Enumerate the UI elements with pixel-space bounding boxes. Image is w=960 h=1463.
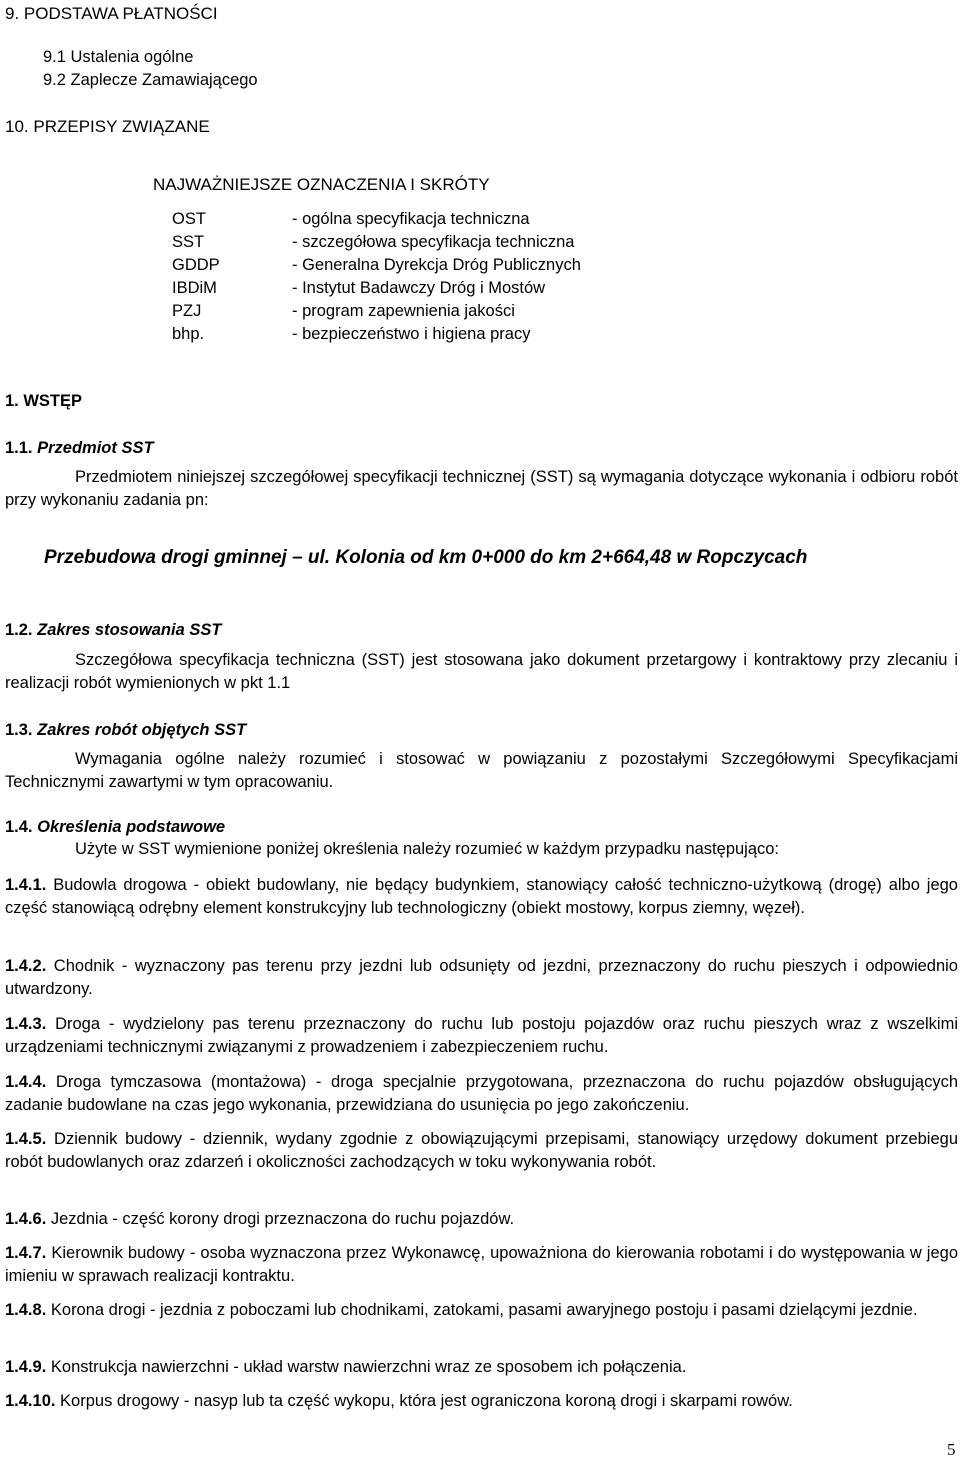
toc-section-9-1: 9.1 Ustalenia ogólne <box>43 48 194 66</box>
subsection-number: 1.3. <box>5 721 33 739</box>
subsection-1-1-heading <box>5 439 154 458</box>
section-1-heading: 1. WSTĘP <box>5 392 83 410</box>
definition-item <box>5 1208 958 1231</box>
definition-number: 1.4.5. <box>5 1130 47 1148</box>
abbreviation-code: IBDiM <box>172 279 217 297</box>
abbreviations-title: NAJWAŻNIEJSZE OZNACZENIA I SKRÓTY <box>153 175 490 194</box>
definition-item <box>5 1356 958 1379</box>
abbreviation-code: SST <box>172 233 205 251</box>
subsection-1-4-intro: Użyte w SST wymienione poniżej określenia należy rozumieć w każdym przypadku następująco: <box>75 840 780 858</box>
subsection-1-1-text: Przedmiotem niniejszej szczegółowej specyfikacji technicznej (SST) są wymagania dotyczące wykonania i odbioru robót przy wykonaniu zadania pn: <box>5 468 958 509</box>
project-title: Przebudowa drogi gminnej – ul. Kolonia od km 0+000 do km 2+664,48 w Ropczycach <box>44 547 808 568</box>
toc-section-9: 9. PODSTAWA PŁATNOŚCI <box>5 4 218 23</box>
subsection-title: Zakres stosowania SST <box>37 621 222 639</box>
definition-text: Jezdnia - część korony drogi przeznaczona do ruchu pojazdów. <box>46 1210 515 1228</box>
page-number: 5 <box>947 1440 956 1459</box>
definition-item <box>5 874 958 920</box>
abbreviation-description: - Generalna Dyrekcja Dróg Publicznych <box>292 256 581 274</box>
subsection-title: Zakres robót objętych SST <box>37 721 247 739</box>
definition-number: 1.4.6. <box>5 1210 47 1228</box>
definition-item <box>5 955 958 1001</box>
definition-text: Budowla drogowa - obiekt budowlany, nie będący budynkiem, stanowiący całość techniczno-użytkową (drogę) albo jego część stanowiącą odrębny element konstrukcyjny lub technologiczny (obiekt mostowy, korpus ziemny, węzeł). <box>5 876 958 917</box>
definition-text: Korpus drogowy - nasyp lub ta część wykopu, która jest ograniczona koroną drogi i skarpami rowów. <box>55 1392 793 1410</box>
toc-section-9-2: 9.2 Zaplecze Zamawiającego <box>43 71 258 89</box>
definition-number: 1.4.10. <box>5 1392 56 1410</box>
toc-section-10: 10. PRZEPISY ZWIĄZANE <box>5 117 210 136</box>
subsection-number: 1.1. <box>5 439 33 457</box>
abbreviation-code: PZJ <box>172 302 202 320</box>
definition-item <box>5 1390 958 1413</box>
abbreviation-description: - bezpieczeństwo i higiena pracy <box>292 325 531 343</box>
subsection-1-3-text: Wymagania ogólne należy rozumieć i stosować w powiązaniu z pozostałymi Szczegółowymi Specyfikacjami Technicznymi zawartymi w tym opracowaniu. <box>5 750 958 791</box>
definition-item <box>5 1071 958 1117</box>
definition-text: Chodnik - wyznaczony pas terenu przy jezdni lub odsunięty od jezdni, przeznaczony do ruchu pieszych i odpowiednio utwardzony. <box>5 957 958 998</box>
abbreviation-description: - Instytut Badawczy Dróg i Mostów <box>292 279 546 297</box>
subsection-number: 1.4. <box>5 818 33 836</box>
definition-number: 1.4.9. <box>5 1358 47 1376</box>
definition-item <box>5 1242 958 1288</box>
subsection-1-3-heading <box>5 721 246 740</box>
definition-text: Kierownik budowy - osoba wyznaczona przez Wykonawcę, upoważniona do kierowania robotami i do występowania w jego imieniu w sprawach realizacji kontraktu. <box>5 1244 958 1285</box>
abbreviation-code: OST <box>172 210 206 228</box>
definition-item <box>5 1128 958 1174</box>
definition-number: 1.4.7. <box>5 1244 47 1262</box>
abbreviation-description: - ogólna specyfikacja techniczna <box>292 210 530 228</box>
subsection-title: Określenia podstawowe <box>37 818 226 836</box>
definition-number: 1.4.1. <box>5 876 47 894</box>
definition-text: Droga - wydzielony pas terenu przeznaczony do ruchu lub postoju pojazdów oraz ruchu pieszych wraz z wszelkimi urządzeniami technicznymi związanymi z prowadzeniem i zabezpieczeniem ruchu. <box>5 1015 958 1056</box>
definition-text: Korona drogi - jezdnia z poboczami lub chodnikami, zatokami, pasami awaryjnego postoju i pasami dzielącymi jezdnie. <box>46 1301 918 1319</box>
subsection-number: 1.2. <box>5 621 33 639</box>
abbreviation-code: bhp. <box>172 325 205 343</box>
definition-item <box>5 1013 958 1059</box>
definition-text: Droga tymczasowa (montażowa) - droga specjalnie przygotowana, przeznaczona do ruchu pojazdów obsługujących zadanie budowlane na czas jego wykonania, przewidziana do usunięcia po jego zakończeniu. <box>5 1073 958 1114</box>
definition-text: Dziennik budowy - dziennik, wydany zgodnie z obowiązującymi przepisami, stanowiący urzędowy dokument przebiegu robót budowlanych oraz zdarzeń i okoliczności zachodzących w toku wykonywania robót. <box>5 1130 958 1171</box>
subsection-title: Przedmiot SST <box>37 439 154 457</box>
definition-item <box>5 1299 958 1322</box>
abbreviation-description: - program zapewnienia jakości <box>292 302 515 320</box>
definition-number: 1.4.4. <box>5 1073 47 1091</box>
definition-text: Konstrukcja nawierzchni - układ warstw nawierzchni wraz ze sposobem ich połączenia. <box>46 1358 687 1376</box>
subsection-1-2-text: Szczegółowa specyfikacja techniczna (SST) jest stosowana jako dokument przetargowy i kontraktowy przy zlecaniu i realizacji robót wymienionych w pkt 1.1 <box>5 651 958 692</box>
subsection-1-2-heading <box>5 621 221 640</box>
abbreviation-description: - szczegółowa specyfikacja techniczna <box>292 233 575 251</box>
definition-number: 1.4.8. <box>5 1301 47 1319</box>
definition-number: 1.4.2. <box>5 957 47 975</box>
definition-number: 1.4.3. <box>5 1015 47 1033</box>
abbreviation-code: GDDP <box>172 256 220 274</box>
subsection-1-4-heading <box>5 818 225 837</box>
